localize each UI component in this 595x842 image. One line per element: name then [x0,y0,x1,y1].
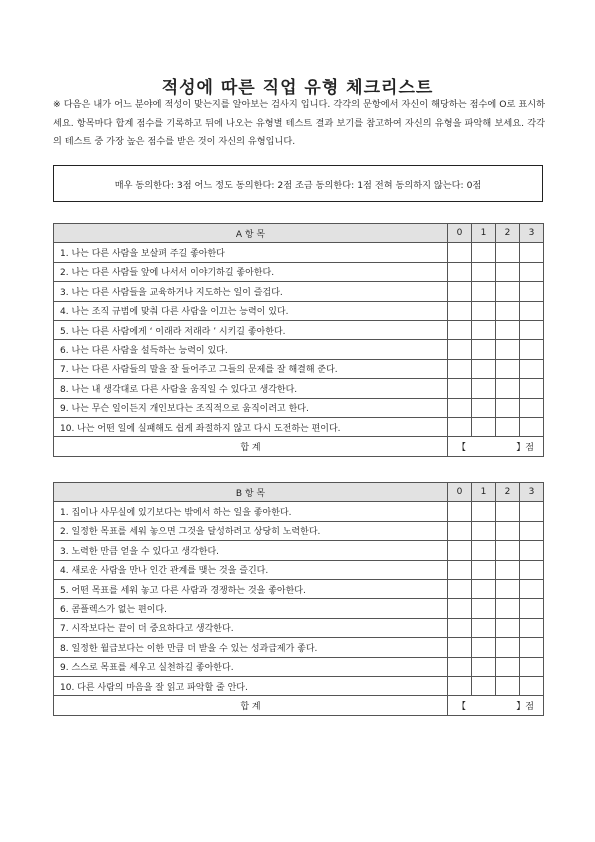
section-a-table [53,223,544,457]
section-b-total-row [54,696,544,715]
score-cell-1[interactable] [472,320,496,339]
section-b-header: B 항 목 [54,483,448,502]
section-a-item-row [54,243,544,262]
checklist-item-text: 5. 나는 다른 사람에게 ‘ 이래라 저래라 ’ 시키길 좋아한다. [54,320,448,339]
score-cell-1[interactable] [472,301,496,320]
section-a-item-row [54,398,544,417]
section-b-header-row [54,483,544,502]
section-b-item-row [54,618,544,637]
score-cell-2[interactable] [496,599,520,618]
checklist-item-text: 6. 나는 다른 사람을 설득하는 능력이 있다. [54,340,448,359]
score-cell-0[interactable] [448,676,472,695]
score-cell-3[interactable] [520,521,544,540]
score-cell-1[interactable] [472,638,496,657]
score-cell-3[interactable] [520,301,544,320]
checklist-item-text: 10. 다른 사람의 마음을 잘 읽고 파악할 줄 안다. [54,676,448,695]
score-cell-3[interactable] [520,638,544,657]
checklist-item-text: 3. 나는 다른 사람들을 교육하거나 지도하는 일이 즐겁다. [54,282,448,301]
score-header-1: 1 [472,483,496,502]
checklist-item-text: 7. 나는 다른 사람들의 말을 잘 들어주고 그들의 문제를 잘 해결해 준다. [54,359,448,378]
score-cell-1[interactable] [472,560,496,579]
section-a-item-row [54,359,544,378]
score-cell-1[interactable] [472,398,496,417]
score-legend-box [53,165,543,202]
checklist-item-text: 3. 노력한 만큼 얻을 수 있다고 생각한다. [54,541,448,560]
score-cell-3[interactable] [520,417,544,436]
section-a-total-row [54,437,544,456]
section-a-header: A 항 목 [54,224,448,243]
checklist-item-text: 9. 스스로 목표를 세우고 실천하길 좋아한다. [54,657,448,676]
section-a-item-row [54,320,544,339]
score-cell-3[interactable] [520,243,544,262]
score-cell-2[interactable] [496,340,520,359]
score-cell-1[interactable] [472,262,496,281]
score-cell-1[interactable] [472,243,496,262]
checklist-item-text: 2. 나는 다른 사람들 앞에 나서서 이야기하길 좋아한다. [54,262,448,281]
score-cell-0[interactable] [448,398,472,417]
score-cell-3[interactable] [520,282,544,301]
section-a-item-row [54,340,544,359]
score-cell-0[interactable] [448,282,472,301]
score-cell-0[interactable] [448,560,472,579]
score-cell-2[interactable] [496,579,520,598]
score-cell-1[interactable] [472,502,496,521]
score-cell-2[interactable] [496,398,520,417]
score-header-3: 3 [520,224,544,243]
checklist-item-text: 2. 일정한 목표를 세워 놓으면 그것을 달성하려고 상당히 노력한다. [54,521,448,540]
score-cell-0[interactable] [448,599,472,618]
checklist-item-text: 8. 나는 내 생각대로 다른 사람을 움직일 수 있다고 생각한다. [54,379,448,398]
checklist-item-text: 6. 콤플렉스가 없는 편이다. [54,599,448,618]
score-cell-3[interactable] [520,560,544,579]
section-a-item-row [54,379,544,398]
score-cell-3[interactable] [520,541,544,560]
score-cell-2[interactable] [496,282,520,301]
score-cell-0[interactable] [448,541,472,560]
section-b-item-row [54,599,544,618]
score-cell-2[interactable] [496,359,520,378]
checklist-item-text: 8. 일정한 월급보다는 이한 만큼 더 받을 수 있는 성과급제가 좋다. [54,638,448,657]
score-cell-2[interactable] [496,502,520,521]
score-cell-1[interactable] [472,359,496,378]
score-cell-2[interactable] [496,541,520,560]
score-cell-1[interactable] [472,417,496,436]
score-cell-0[interactable] [448,579,472,598]
checklist-item-text: 4. 새로운 사람을 만나 인간 관계를 맺는 것을 즐긴다. [54,560,448,579]
score-header-3: 3 [520,483,544,502]
section-b-item-row [54,657,544,676]
score-cell-2[interactable] [496,379,520,398]
section-a-total-label: 합 계 [54,437,448,456]
score-header-0: 0 [448,483,472,502]
score-cell-1[interactable] [472,521,496,540]
score-cell-3[interactable] [520,502,544,521]
score-cell-3[interactable] [520,618,544,637]
score-cell-0[interactable] [448,262,472,281]
score-cell-2[interactable] [496,417,520,436]
score-cell-0[interactable] [448,638,472,657]
checklist-item-text: 7. 시작보다는 끝이 더 중요하다고 생각한다. [54,618,448,637]
score-cell-0[interactable] [448,657,472,676]
checklist-item-text: 10. 나는 어떤 일에 실패해도 쉽게 좌절하지 않고 다시 도전하는 편이다. [54,417,448,436]
section-a-total-field[interactable] [448,437,544,456]
score-cell-3[interactable] [520,676,544,695]
score-cell-0[interactable] [448,618,472,637]
score-cell-3[interactable] [520,359,544,378]
section-a-header-row [54,224,544,243]
score-cell-3[interactable] [520,379,544,398]
score-cell-2[interactable] [496,243,520,262]
score-cell-0[interactable] [448,502,472,521]
score-cell-3[interactable] [520,340,544,359]
section-a-items [54,243,544,437]
section-b-item-row [54,502,544,521]
section-b-item-row [54,638,544,657]
score-cell-2[interactable] [496,521,520,540]
section-a-item-row [54,417,544,436]
section-b-items [54,502,544,696]
score-cell-0[interactable] [448,521,472,540]
section-b-item-row [54,676,544,695]
score-cell-3[interactable] [520,398,544,417]
score-header-2: 2 [496,483,520,502]
instructions-text: ※ 다음은 내가 어느 분야에 적성이 맞는지를 알아보는 검사지 입니다. 각각의 문항에서 자신이 해당하는 점수에 O로 표시하세요. 항목마다 합계 점수를 기록하고 뒤에 나오는 유형별 테스트 결과 보기를 참고하여 자신의 유형을 파악해 보세요. 각각의 테스트 중 가장 높은 점수를 받은 것이 자신의 유형입니다. [53,99,545,147]
score-cell-2[interactable] [496,301,520,320]
score-cell-2[interactable] [496,262,520,281]
checklist-item-text: 1. 나는 다른 사람을 보살펴 주길 좋아한다 [54,243,448,262]
score-cell-2[interactable] [496,657,520,676]
section-b-item-row [54,521,544,540]
score-cell-3[interactable] [520,579,544,598]
score-cell-1[interactable] [472,657,496,676]
score-cell-3[interactable] [520,657,544,676]
score-header-1: 1 [472,224,496,243]
score-cell-0[interactable] [448,320,472,339]
score-cell-2[interactable] [496,676,520,695]
score-cell-0[interactable] [448,301,472,320]
score-cell-2[interactable] [496,618,520,637]
score-cell-2[interactable] [496,638,520,657]
section-a-item-row [54,262,544,281]
section-b-total-label: 합 계 [54,696,448,715]
score-cell-1[interactable] [472,676,496,695]
score-cell-2[interactable] [496,320,520,339]
score-cell-1[interactable] [472,340,496,359]
section-a-item-row [54,282,544,301]
score-header-0: 0 [448,224,472,243]
score-cell-1[interactable] [472,379,496,398]
score-cell-0[interactable] [448,340,472,359]
score-cell-1[interactable] [472,282,496,301]
section-b-table [53,482,544,716]
score-header-2: 2 [496,224,520,243]
section-b-total-field[interactable] [448,696,544,715]
section-a-item-row [54,301,544,320]
section-b-item-row [54,541,544,560]
section-b-item-row [54,579,544,598]
page-title: 적성에 따른 직업 유형 체크리스트 [161,78,434,98]
score-cell-1[interactable] [472,618,496,637]
score-legend-text: 매우 동의한다: 3점 어느 정도 동의한다: 2점 조금 동의한다: 1점 전혀 동의하지 않는다: 0점 [114,179,482,191]
score-cell-3[interactable] [520,599,544,618]
score-cell-0[interactable] [448,359,472,378]
score-cell-1[interactable] [472,541,496,560]
score-cell-1[interactable] [472,599,496,618]
score-cell-0[interactable] [448,243,472,262]
score-cell-2[interactable] [496,560,520,579]
section-b-item-row [54,560,544,579]
checklist-item-text: 4. 나는 조직 규범에 맞춰 다른 사람을 이끄는 능력이 있다. [54,301,448,320]
total-close-bracket: 】점 [516,701,534,712]
score-cell-3[interactable] [520,320,544,339]
score-cell-0[interactable] [448,379,472,398]
score-cell-3[interactable] [520,262,544,281]
score-cell-1[interactable] [472,579,496,598]
total-open-bracket: 【 [457,701,467,712]
checklist-item-text: 1. 집이나 사무실에 있기보다는 밖에서 하는 일을 좋아한다. [54,502,448,521]
total-close-bracket: 】점 [516,442,534,453]
total-open-bracket: 【 [457,442,467,453]
checklist-item-text: 5. 어떤 목표를 세워 놓고 다른 사람과 경쟁하는 것을 좋아한다. [54,579,448,598]
checklist-item-text: 9. 나는 무슨 일이든지 개인보다는 조직적으로 움직이려고 한다. [54,398,448,417]
score-cell-0[interactable] [448,417,472,436]
